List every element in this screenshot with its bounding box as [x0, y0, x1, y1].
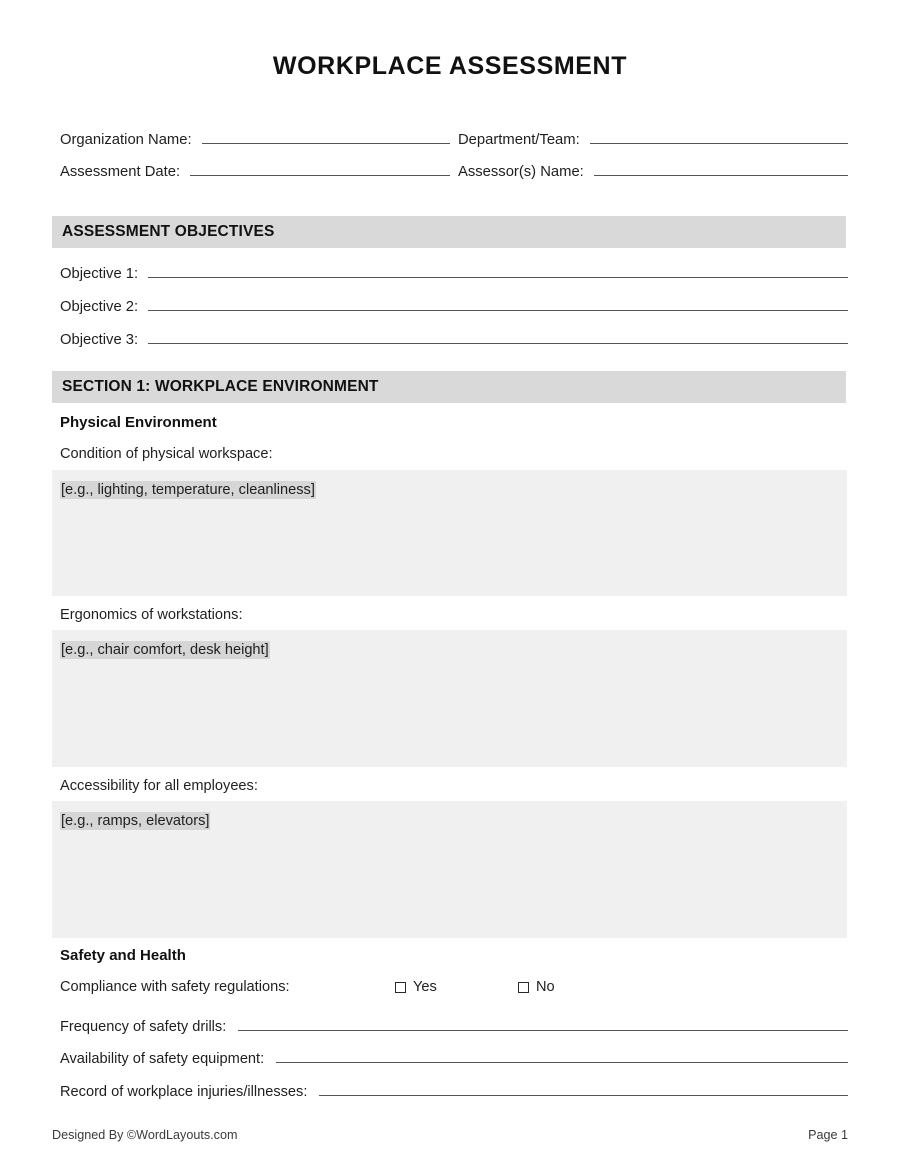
answer-box-accessibility-for-all-employees[interactable]	[52, 801, 847, 938]
section-header-label: ASSESSMENT OBJECTIVES	[62, 223, 275, 240]
checkbox-icon[interactable]	[395, 982, 406, 993]
field-label-department-team: Department/Team:	[458, 132, 580, 148]
checkbox-label-no: No	[536, 979, 555, 995]
question-label-ergonomics-of-workstations: Ergonomics of workstations:	[60, 607, 243, 623]
field-label-availability-of-safety-equipment: Availability of safety equipment:	[60, 1051, 265, 1067]
field-label-organization-name: Organization Name:	[60, 132, 192, 148]
field-label-assessment-date: Assessment Date:	[60, 164, 181, 180]
field-frequency-of-safety-drills[interactable]	[60, 1016, 848, 1035]
checkbox-option-no[interactable]	[518, 979, 555, 995]
question-label-accessibility-for-all-employees: Accessibility for all employees:	[60, 778, 258, 794]
footer-page-number: Page 1	[808, 1128, 848, 1142]
section-header-assessment-objectives	[52, 216, 846, 248]
field-input-objective-2[interactable]	[148, 295, 848, 311]
answer-placeholder: [e.g., chair comfort, desk height]	[61, 642, 269, 658]
field-assessor-name[interactable]	[458, 160, 848, 180]
field-input-frequency-of-safety-drills[interactable]	[238, 1016, 848, 1031]
field-input-record-of-workplace-injuries[interactable]	[319, 1081, 848, 1096]
field-label-frequency-of-safety-drills: Frequency of safety drills:	[60, 1019, 227, 1035]
page-title: WORKPLACE ASSESSMENT	[272, 52, 628, 80]
field-input-assessment-date[interactable]	[190, 160, 450, 176]
footer-credit: Designed By ©WordLayouts.com	[52, 1128, 238, 1142]
field-assessment-date[interactable]	[60, 160, 450, 180]
subheading-safety-and-health: Safety and Health	[60, 947, 186, 964]
answer-box-condition-of-physical-workspace[interactable]	[52, 470, 847, 596]
field-department-team[interactable]	[458, 128, 848, 148]
field-input-objective-1[interactable]	[148, 262, 848, 278]
answer-placeholder: [e.g., lighting, temperature, cleanliness]	[61, 482, 315, 498]
checkbox-label-yes: Yes	[413, 979, 437, 995]
field-input-objective-3[interactable]	[148, 328, 848, 344]
answer-box-ergonomics-of-workstations[interactable]	[52, 630, 847, 767]
field-input-department-team[interactable]	[590, 128, 848, 144]
checkbox-icon[interactable]	[518, 982, 529, 993]
field-label-objective-3: Objective 3:	[60, 332, 139, 348]
field-input-assessor-name[interactable]	[594, 160, 848, 176]
field-label-assessor-name: Assessor(s) Name:	[458, 164, 584, 180]
field-objective-3[interactable]	[60, 328, 848, 348]
section-header-label: SECTION 1: WORKPLACE ENVIRONMENT	[62, 378, 379, 395]
field-objective-1[interactable]	[60, 262, 848, 282]
compliance-with-safety-regulations-row	[60, 979, 850, 999]
field-availability-of-safety-equipment[interactable]	[60, 1048, 848, 1067]
answer-placeholder: [e.g., ramps, elevators]	[61, 813, 210, 829]
field-organization-name[interactable]	[60, 128, 450, 148]
field-input-availability-of-safety-equipment[interactable]	[276, 1048, 848, 1063]
subheading-physical-environment: Physical Environment	[60, 414, 217, 431]
field-label-record-of-workplace-injuries: Record of workplace injuries/illnesses:	[60, 1084, 308, 1100]
compliance-label: Compliance with safety regulations:	[60, 979, 290, 995]
field-input-organization-name[interactable]	[202, 128, 450, 144]
question-label-condition-of-physical-workspace: Condition of physical workspace:	[60, 446, 273, 462]
checkbox-option-yes[interactable]	[395, 979, 437, 995]
field-record-of-workplace-injuries[interactable]	[60, 1081, 848, 1100]
section-header-section-1	[52, 371, 846, 403]
field-label-objective-1: Objective 1:	[60, 266, 139, 282]
field-label-objective-2: Objective 2:	[60, 299, 139, 315]
field-objective-2[interactable]	[60, 295, 848, 315]
